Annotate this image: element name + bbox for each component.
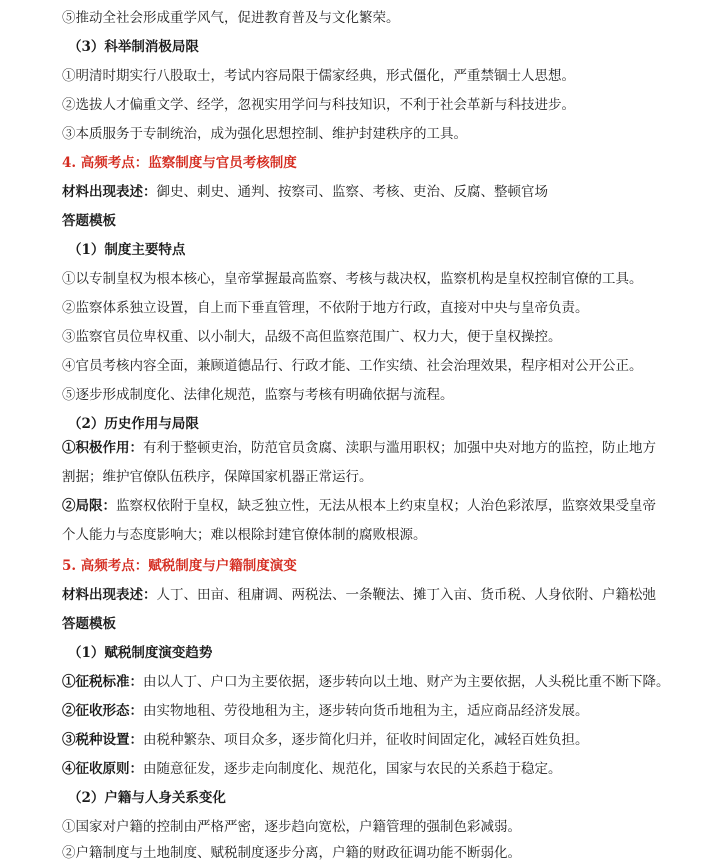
section-heading: 5. 高频考点：赋税制度与户籍制度演变 — [62, 558, 297, 574]
paragraph-label: ②局限： — [62, 498, 116, 514]
item-text — [62, 701, 662, 721]
item-text: ①明清时期实行八股取士，考试内容局限于儒家经典，形式僵化，严重禁锢士人思想。 — [62, 68, 575, 84]
material-terms: 御史、刺史、通判、按察司、监察、考核、吏治、反腐、整顿官场 — [156, 184, 548, 200]
item-text: ⑤逐步形成制度化、法律化规范，监察与考核有明确依据与流程。 — [62, 387, 454, 403]
item-label: ①征税标准： — [62, 674, 143, 690]
item-text: ①以专制皇权为根本核心，皇帝掌握最高监察、考核与裁决权，监察机构是皇权控制官僚的工具。 — [62, 271, 643, 287]
item-body: 由税种繁杂、项目众多，逐步简化归并，征收时间固定化，减轻百姓负担。 — [143, 732, 589, 748]
section-heading: 4. 高频考点：监察制度与官员考核制度 — [62, 155, 297, 171]
template-heading: 答题模板 — [62, 213, 116, 229]
item-text: ②户籍制度与土地制度、赋税制度逐步分离，户籍的财政征调功能不断弱化。 — [62, 845, 521, 861]
subheading: （1）制度主要特点 — [68, 242, 186, 258]
item-text: ③监察官员位卑权重、以小制大，品级不高但监察范围广、权力大，便于皇权操控。 — [62, 329, 562, 345]
item-text: ②选拔人才偏重文学、经学，忽视实用学问与科技知识，不利于社会革新与科技进步。 — [62, 97, 575, 113]
item-text: ②监察体系独立设置，自上而下垂直管理，不依附于地方行政，直接对中央与皇帝负责。 — [62, 300, 589, 316]
item-text: ④官员考核内容全面，兼顾道德品行、行政才能、工作实绩、社会治理效果，程序相对公开公正。 — [62, 358, 643, 374]
material-expression — [62, 182, 662, 202]
template-heading: 答题模板 — [62, 616, 116, 632]
paragraph-label: ①积极作用： — [62, 440, 143, 456]
subheading: （2）户籍与人身关系变化 — [68, 790, 226, 806]
item-body: 由以人丁、户口为主要依据，逐步转向以土地、财产为主要依据，人头税比重不断下降。 — [143, 674, 670, 690]
item-text: ①国家对户籍的控制由严格严密，逐步趋向宽松，户籍管理的强制色彩减弱。 — [62, 819, 521, 835]
material-label: 材料出现表述： — [62, 184, 157, 200]
item-text: ③本质服务于专制统治，成为强化思想控制、维护封建秩序的工具。 — [62, 126, 467, 142]
material-terms: 人丁、田亩、租庸调、两税法、一条鞭法、摊丁入亩、货币税、人身依附、户籍松弛 — [156, 587, 656, 603]
item-text: ⑤推动全社会形成重学风气，促进教育普及与文化繁荣。 — [62, 10, 400, 26]
material-expression — [62, 585, 662, 605]
paragraph-text: 有利于整顿吏治，防范官员贪腐、渎职与滥用职权；加强中央对地方的监控，防止地方割据；维护官僚队伍秩序，保障国家机器正常运行。 — [62, 440, 656, 485]
item-text — [62, 672, 670, 692]
item-label: ③税种设置： — [62, 732, 143, 748]
item-text — [62, 730, 662, 750]
item-text — [62, 759, 662, 779]
material-label: 材料出现表述： — [62, 587, 157, 603]
subheading: （2）历史作用与局限 — [68, 416, 199, 432]
item-body: 由实物地租、劳役地租为主，逐步转向货币地租为主，适应商品经济发展。 — [143, 703, 589, 719]
subheading: （3）科举制消极局限 — [68, 39, 199, 55]
subheading: （1）赋税制度演变趋势 — [68, 645, 213, 661]
paragraph — [62, 492, 662, 550]
item-body: 由随意征发，逐步走向制度化、规范化，国家与农民的关系趋于稳定。 — [143, 761, 562, 777]
item-label: ②征收形态： — [62, 703, 143, 719]
paragraph-text: 监察权依附于皇权，缺乏独立性，无法从根本上约束皇权；人治色彩浓厚，监察效果受皇帝个人能力与态度影响大；难以根除封建官僚体制的腐败根源。 — [62, 498, 656, 543]
paragraph — [62, 434, 662, 492]
item-label: ④征收原则： — [62, 761, 143, 777]
